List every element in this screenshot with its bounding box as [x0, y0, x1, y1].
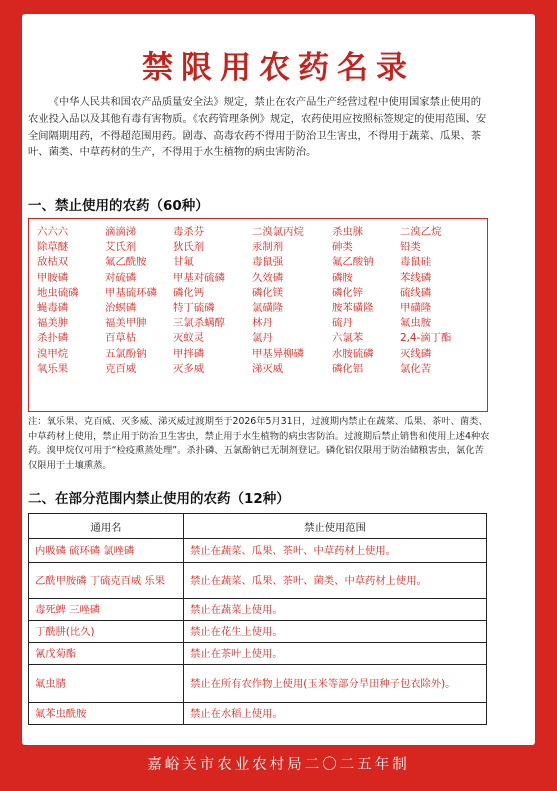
pesticide-name-cell: 丁酰肼(比久) [29, 621, 184, 643]
pesticide-name-cell: 内吸磷 硫环磷 氯唑磷 [29, 539, 184, 563]
pesticide-item: 磷胺 [332, 271, 353, 284]
table-row [29, 563, 487, 599]
pesticide-item: 砷类 [332, 241, 353, 254]
banned-pesticides-box [28, 218, 488, 412]
pesticide-item: 艾氏剂 [105, 241, 137, 254]
table-row [29, 665, 487, 703]
pesticide-item: 二溴氯丙烷 [252, 226, 304, 238]
pesticide-item: 水胺硫磷 [332, 347, 374, 360]
table-row [29, 599, 487, 621]
pesticide-item: 甲磺隆 [400, 302, 432, 315]
pesticide-item: 除草醚 [37, 241, 69, 254]
pesticide-item: 氧乐果 [37, 362, 69, 375]
pesticide-item: 灭多威 [173, 362, 205, 375]
pesticide-name-cell: 氟虫腈 [29, 665, 184, 703]
pesticide-name-cell: 乙酰甲胺磷 丁硫克百威 乐果 [29, 563, 184, 599]
pesticide-item: 涕灭威 [252, 362, 284, 375]
pesticide-item: 杀扑磷 [37, 332, 69, 345]
pesticide-name-cell: 氰戊菊酯 [29, 643, 184, 665]
pesticide-name-cell: 毒死蜱 三唑磷 [29, 599, 184, 621]
pesticide-item: 磷化铝 [332, 362, 364, 375]
pesticide-item: 蝇毒磷 [37, 302, 69, 315]
pesticide-item: 杀虫脒 [332, 226, 364, 238]
pesticide-item: 胺苯磺隆 [332, 302, 374, 315]
pesticide-item: 狄氏剂 [173, 241, 205, 254]
pesticide-item: 溴甲烷 [37, 347, 69, 360]
ban-scope-cell: 禁止在蔬菜、瓜果、茶叶、菌类、中草药材上使用。 [184, 563, 487, 599]
section1-heading: 一、禁止使用的农药（60种） [28, 198, 209, 214]
ban-scope-cell: 禁止在水稻上使用。 [184, 703, 487, 725]
section1-note: 注：氧乐果、克百威、灭多威、涕灭威过渡期至于2026年5月31日，过渡期内禁止在蔬菜、瓜果、茶叶、菌类、中草药材上使用，禁止用于防治卫生害虫，禁止用于水生植物的病虫害防治。过渡期后禁止销售和使用上述4种农药。溴甲烷仅可用于“检疫熏蒸处理”。杀扑磷、五氯酚钠已无制剂登记。磷化铝仅限用于防治储粮害虫，氯化苦仅限用于土壤熏蒸。 [28, 416, 490, 471]
footer-issuer: 嘉峪关市农业农村局二〇二五年制 [147, 757, 410, 773]
pesticide-item: 福美胂 [37, 317, 69, 330]
pesticide-item: 地虫硫磷 [37, 286, 79, 299]
pesticide-item: 氯化苦 [400, 362, 432, 375]
pesticide-item: 甲基对硫磷 [173, 271, 225, 284]
pesticide-item: 甲胺磷 [37, 271, 69, 284]
pesticide-item: 灭蚁灵 [173, 332, 205, 345]
pesticide-item: 汞制剂 [252, 241, 284, 254]
pesticide-item: 磷化锌 [332, 286, 364, 299]
table-header-row [29, 514, 487, 539]
table-row [29, 703, 487, 725]
pesticide-item: 毒鼠硅 [400, 256, 432, 269]
intro-paragraph: 《中华人民共和国农产品质量安全法》规定，禁止在农产品生产经营过程中使用国家禁止使用的农业投入品以及其他有毒有害物质。《农药管理条例》规定，农药使用应按照标签规定的使用范围、安全间隔期用药，不得超范围用药。剧毒、高毒农药不得用于防治卫生害虫，不得用于蔬菜、瓜果、茶叶、菌类、中草药材的生产，不得用于水生植物的病虫害防治。 [28, 96, 487, 159]
table-row [29, 643, 487, 665]
pesticide-item: 氯磺隆 [252, 302, 284, 315]
section2-heading: 二、在部分范围内禁止使用的农药（12种） [28, 491, 290, 507]
pesticide-item: 甘氟 [173, 256, 194, 269]
pesticide-item: 铅类 [400, 241, 421, 254]
pesticide-item: 氟虫胺 [400, 317, 432, 330]
pesticide-item: 二溴乙烷 [400, 226, 442, 238]
pesticide-item: 硫丹 [332, 317, 353, 330]
pesticide-item: 毒鼠强 [252, 256, 284, 269]
pesticide-item: 久效磷 [252, 271, 284, 284]
ban-scope-cell: 禁止在花生上使用。 [184, 621, 487, 643]
pesticide-item: 治螟磷 [105, 302, 137, 315]
pesticide-item: 磷化镁 [252, 286, 284, 299]
pesticide-item: 磷化钙 [173, 286, 205, 299]
page-title: 禁限用农药名录 [142, 50, 415, 86]
pesticide-item: 氟乙酰胺 [105, 256, 147, 269]
pesticide-item: 硫线磷 [400, 286, 432, 299]
pesticide-item: 五氯酚钠 [105, 347, 147, 360]
table-row [29, 621, 487, 643]
column-header-scope: 禁止使用范围 [184, 514, 487, 539]
pesticide-item: 对硫磷 [105, 271, 137, 284]
pesticide-item: 克百威 [105, 362, 137, 375]
pesticide-item: 甲基硫环磷 [105, 286, 157, 299]
ban-scope-cell: 禁止在蔬菜、瓜果、茶叶、中草药材上使用。 [184, 539, 487, 563]
pesticide-item: 毒杀芬 [173, 226, 205, 238]
table-row [29, 539, 487, 563]
ban-scope-cell: 禁止在所有农作物上使用(玉米等部分旱田种子包衣除外)。 [184, 665, 487, 703]
restricted-table-body [29, 539, 487, 725]
pesticide-item: 六氯苯 [332, 332, 364, 345]
pesticide-item: 三氯杀螨醇 [173, 317, 225, 330]
pesticide-item: 敌枯双 [37, 256, 69, 269]
pesticide-item: 甲拌磷 [173, 347, 205, 360]
pesticide-item: 氟乙酸钠 [332, 256, 374, 269]
ban-scope-cell: 禁止在茶叶上使用。 [184, 643, 487, 665]
pesticide-item: 林丹 [252, 317, 273, 330]
pesticide-item: 福美甲胂 [105, 317, 147, 330]
banned-pesticides-grid [37, 225, 483, 377]
ban-scope-cell: 禁止在蔬菜上使用。 [184, 599, 487, 621]
pesticide-item: 甲基异柳磷 [252, 347, 304, 360]
pesticide-item: 氯丹 [252, 332, 273, 345]
pesticide-item: 滴滴涕 [105, 226, 137, 238]
pesticide-item: 2,4-滴丁酯 [400, 332, 452, 345]
pesticide-item: 六六六 [37, 226, 69, 238]
pesticide-item: 灭线磷 [400, 347, 432, 360]
pesticide-name-cell: 氟苯虫酰胺 [29, 703, 184, 725]
pesticide-item: 百草枯 [105, 332, 137, 345]
pesticide-item: 苯线磷 [400, 271, 432, 284]
column-header-name: 通用名 [29, 514, 184, 539]
pesticide-item: 特丁硫磷 [173, 302, 215, 315]
restricted-pesticides-table [28, 513, 487, 725]
